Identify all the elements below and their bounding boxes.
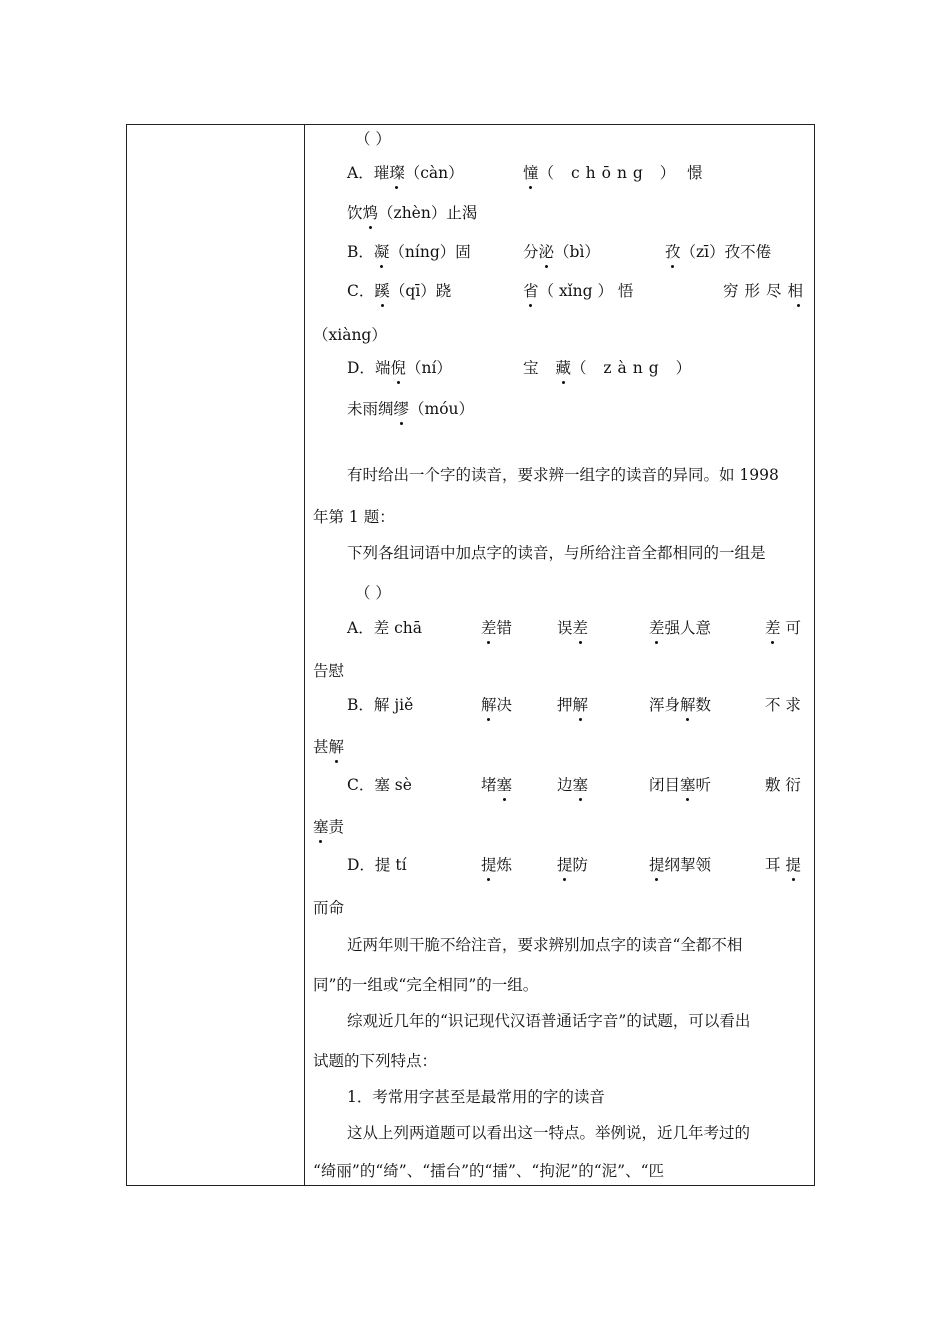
option-c-cont: （xiàng） [313, 326, 387, 344]
dotted-char: 差 [572, 619, 589, 637]
dotted-char: 塞 [680, 776, 696, 794]
option-a-cont: 饮鸩（zhèn）止渴 [347, 204, 478, 222]
paragraph-line: “绮丽”的“绮”、“擂台”的“擂”、“拘泥”的“泥”、“匹 [313, 1162, 665, 1180]
option-b-cont: 甚解 [313, 738, 345, 756]
answer-paren: （ ） [355, 584, 391, 602]
option-d-cont: 未雨绸缪（móu） [347, 400, 475, 418]
paragraph-line: 综观近几年的“识记现代汉语普通话字音”的试题，可以看出 [347, 1012, 751, 1030]
paragraph-line: 近两年则干脆不给注音，要求辨别加点字的读音“全都不相 [347, 936, 743, 954]
dotted-char: 塞 [313, 818, 329, 836]
dotted-char: 孜 [665, 243, 681, 261]
dotted-char: 鸩 [362, 204, 379, 222]
dotted-char: 差 [765, 619, 781, 637]
dotted-char: 省 [523, 282, 539, 300]
paragraph-line: 年第 1 题： [313, 508, 395, 526]
option-c-cont: 塞责 [313, 818, 345, 836]
dotted-char: 提 [785, 856, 801, 874]
dotted-char: 憧 [523, 164, 539, 182]
dotted-char: 提 [649, 856, 665, 874]
paragraph-line: 有时给出一个字的读音，要求辨一组字的读音的异同。如 1998 [347, 466, 779, 484]
dotted-char: 塞 [572, 776, 589, 794]
content-cell: （ ） A．璀璨（càn） 憧（ chōng ） 憬 饮鸩（zhèn）止渴 B．凝（níng）固 分泌（bì） 孜（zī）孜不倦 C．蹊（qī）跷 省（ xǐng ） 悟 穷形尽相 （xiàng） D．端倪（ní） 宝 藏（ zàng ） 未雨绸缪（móu） 有时给出一个字的读音，要求辨一组字的读音的异同。如 1998 年第 1 题： 下列各组词语中加点字的读音，与所给注音全都相同的一组是 （ ） A．差 chā 差错 误差 差强人意 差 可 告慰 B．解 jiě 解决 押解 浑身解数 不 求 甚解 C．塞 sè 堵塞 边塞 闭目塞听 敷 衍 塞责 D．提 tí 提炼 提防 提纲挈领 耳 提 而命 近两年则干脆不给注音，要求辨别加点字的读音“全都不相 同”的一组或“完全相同”的一组。 综观近几年的“识记现代汉语普通话字音”的试题，可以看出 试题的下列特点： 1．考常用字甚至是最常用的字的读音 这从上列两道题可以看出这一特点。举例说，近几年考过的 “绮丽”的“绮”、“擂台”的“擂”、“拘泥”的“泥”、“匹 [313, 130, 810, 1180]
dotted-char: 差 [649, 619, 665, 637]
dotted-char: 泌 [538, 243, 555, 261]
dotted-char: 蹊 [374, 282, 390, 300]
dotted-char: 藏 [555, 359, 571, 377]
dotted-char: 塞 [496, 776, 513, 794]
option-d-cont: 而命 [313, 899, 345, 917]
dotted-char: 提 [557, 856, 573, 874]
question-stem: 下列各组词语中加点字的读音，与所给注音全都相同的一组是 [347, 544, 766, 562]
paragraph-line: 试题的下列特点： [313, 1052, 438, 1070]
dotted-char: 差 [481, 619, 497, 637]
dotted-char: 提 [481, 856, 497, 874]
dotted-char: 凝 [373, 243, 390, 261]
dotted-char: 解 [680, 696, 696, 714]
dotted-char: 解 [328, 738, 345, 756]
answer-paren: （ ） [355, 130, 391, 148]
dotted-char: 璨 [389, 164, 405, 182]
option-a-cont: 告慰 [313, 662, 345, 680]
dotted-char: 相 [787, 282, 810, 300]
dotted-char: 解 [572, 696, 589, 714]
dotted-char: 倪 [390, 359, 406, 377]
dotted-char: 解 [481, 696, 497, 714]
paragraph-line: 同”的一组或“完全相同”的一组。 [313, 976, 539, 994]
layout-table [126, 124, 815, 1186]
dotted-char: 缪 [393, 400, 410, 418]
section-heading: 1．考常用字甚至是最常用的字的读音 [347, 1088, 605, 1106]
paragraph-line: 这从上列两道题可以看出这一特点。举例说，近几年考过的 [347, 1124, 751, 1142]
